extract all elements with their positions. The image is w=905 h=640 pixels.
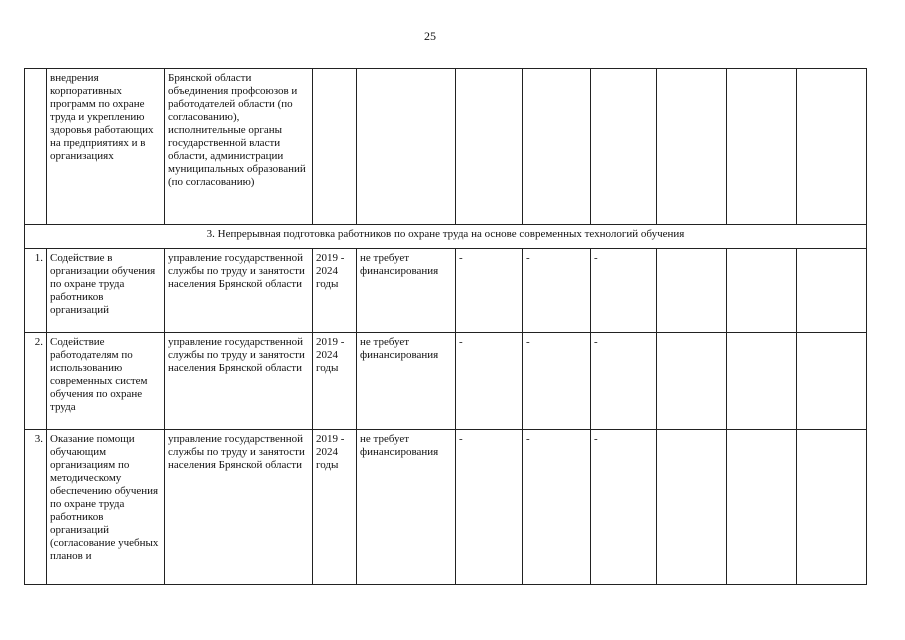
table-row bbox=[25, 430, 867, 585]
executor-cell: управление государственной службы по труду и занятости населения Брянской области bbox=[165, 430, 313, 585]
funding-cell bbox=[357, 69, 456, 225]
table-row bbox=[25, 333, 867, 430]
value-cell: - bbox=[456, 430, 523, 585]
empty-cell bbox=[727, 430, 797, 585]
section-row bbox=[25, 225, 867, 249]
action-cell: внедрения корпоративных программ по охране труда и укреплению здоровья работающих на предприятиях и в организациях bbox=[47, 69, 165, 225]
action-cell: Содействие работодателям по использованию современных систем обучения по охране труда bbox=[47, 333, 165, 430]
empty-cell bbox=[657, 69, 727, 225]
empty-cell bbox=[657, 333, 727, 430]
value-cell: - bbox=[523, 333, 591, 430]
value-cell: - bbox=[523, 249, 591, 333]
value-cell bbox=[456, 69, 523, 225]
empty-cell bbox=[797, 249, 867, 333]
value-cell: - bbox=[591, 333, 657, 430]
empty-cell bbox=[727, 333, 797, 430]
section-title: 3. Непрерывная подготовка работников по охране труда на основе современных технологий обучения bbox=[25, 225, 867, 249]
table-row bbox=[25, 249, 867, 333]
empty-cell bbox=[657, 249, 727, 333]
page-number: 25 bbox=[424, 29, 436, 43]
period-cell: 2019 - 2024 годы bbox=[313, 249, 357, 333]
value-cell bbox=[523, 69, 591, 225]
action-cell: Оказание помощи обучающим организациям по методическому обеспечению обучения по охране труда работников организаций (согласование учебных планов и bbox=[47, 430, 165, 585]
empty-cell bbox=[727, 249, 797, 333]
measures-table bbox=[24, 68, 867, 585]
empty-cell bbox=[797, 333, 867, 430]
period-cell: 2019 - 2024 годы bbox=[313, 333, 357, 430]
funding-cell: не требует финансирования bbox=[357, 333, 456, 430]
empty-cell bbox=[727, 69, 797, 225]
period-cell bbox=[313, 69, 357, 225]
executor-cell: управление государственной службы по труду и занятости населения Брянской области bbox=[165, 333, 313, 430]
funding-cell: не требует финансирования bbox=[357, 430, 456, 585]
row-number: 2. bbox=[25, 333, 47, 430]
table-row bbox=[25, 69, 867, 225]
empty-cell bbox=[797, 430, 867, 585]
value-cell: - bbox=[523, 430, 591, 585]
action-cell: Содействие в организации обучения по охране труда работников организаций bbox=[47, 249, 165, 333]
period-cell: 2019 - 2024 годы bbox=[313, 430, 357, 585]
row-number: 1. bbox=[25, 249, 47, 333]
row-number bbox=[25, 69, 47, 225]
row-number: 3. bbox=[25, 430, 47, 585]
funding-cell: не требует финансирования bbox=[357, 249, 456, 333]
value-cell: - bbox=[456, 249, 523, 333]
executor-cell: Брянской области объединения профсоюзов и работодателей области (по согласованию), исполнительные органы государственной власти области, администрации муниципальных образований (по согласованию) bbox=[165, 69, 313, 225]
empty-cell bbox=[797, 69, 867, 225]
value-cell: - bbox=[456, 333, 523, 430]
empty-cell bbox=[657, 430, 727, 585]
value-cell: - bbox=[591, 249, 657, 333]
value-cell: - bbox=[591, 430, 657, 585]
executor-cell: управление государственной службы по труду и занятости населения Брянской области bbox=[165, 249, 313, 333]
value-cell bbox=[591, 69, 657, 225]
